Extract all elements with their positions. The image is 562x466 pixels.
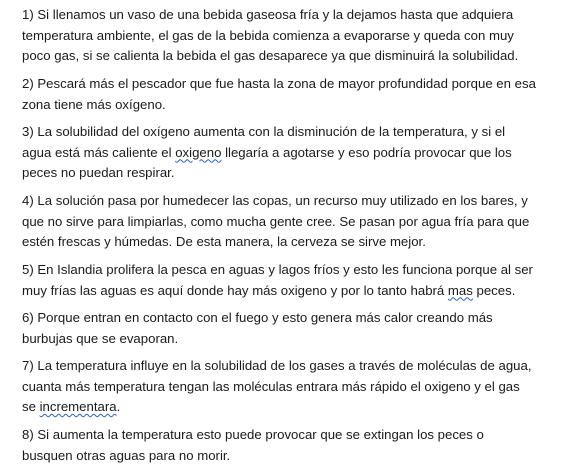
paragraph-line [22,46,557,67]
paragraph-line [22,308,557,329]
paragraph-line [22,191,557,212]
paragraph-line [22,232,557,253]
paragraph-line [22,281,557,302]
line-text: cuanta más temperatura tengan las moléculas entrara más rápido el oxigeno y el gas [22,379,520,394]
line-text: peces. [473,283,516,298]
line-text: 7) La temperatura influye en la solubilidad de los gases a través de moléculas de agua, [22,358,532,373]
line-text: muy frías las aguas es aquí donde hay más oxigeno y por lo tanto habrá [22,283,448,298]
paragraph-line [22,74,557,95]
line-text: 1) Si llenamos un vaso de una bebida gaseosa fría y la dejamos hasta que adquiera [22,7,513,22]
paragraph-line [22,95,557,116]
spelling-flagged-word[interactable]: oxigeno [175,145,221,160]
paragraph-line [22,5,557,26]
paragraph-line [22,329,557,350]
line-text: 8) Si aumenta la temperatura esto puede provocar que se extingan los peces o [22,427,484,442]
line-text: 3) La solubilidad del oxígeno aumenta con la disminución de la temperatura, y si el [22,124,505,139]
answer-paragraph-5 [22,260,557,301]
line-text: busquen otras aguas para no morir. [22,448,230,463]
line-text: peces no puedan respirar. [22,165,175,180]
line-text: que no sirve para limpiarlas, como mucha gente cree. Se pasan por agua fría para que [22,214,529,229]
line-text: zona tiene más oxígeno. [22,97,166,112]
line-text: estén frescas y húmedas. De esta manera, la cerveza se sirve mejor. [22,234,426,249]
line-text: 2) Pescará más el pescador que fue hasta la zona de mayor profundidad porque en esa [22,76,536,91]
line-text: burbujas que se evaporan. [22,331,178,346]
line-text: temperatura ambiente, el gas de la bebida comienza a evaporarse y queda con muy [22,28,514,43]
paragraph-line [22,122,557,143]
answer-paragraph-2 [22,74,557,115]
paragraph-line [22,377,557,398]
line-text: poco gas, si se calienta la bebida el gas desaparece ya que disminuirá la solubilidad. [22,48,518,63]
paragraph-line [22,212,557,233]
answer-paragraph-6 [22,308,557,349]
answer-paragraph-7 [22,356,557,418]
paragraph-line [22,425,557,446]
answer-paragraph-4 [22,191,557,253]
paragraph-line [22,260,557,281]
paragraph-line [22,446,557,466]
line-text: 4) La solución pasa por humedecer las copas, un recurso muy utilizado en los bares, y [22,193,528,208]
line-text: se [22,399,40,414]
paragraph-line [22,26,557,47]
paragraph-line [22,143,557,164]
line-text: 6) Porque entran en contacto con el fuego y esto genera más calor creando más [22,310,493,325]
answer-paragraph-1 [22,5,557,67]
paragraph-line [22,356,557,377]
answer-paragraph-8 [22,425,557,466]
paragraph-line [22,163,557,184]
answer-paragraph-3 [22,122,557,184]
spelling-flagged-word[interactable]: incrementara [40,399,117,414]
line-text: llegaría a agotarse y eso podría provocar que los [221,145,511,160]
line-text: . [117,399,121,414]
line-text: 5) En Islandia prolifera la pesca en aguas y lagos fríos y esto les funciona porque al ser [22,262,533,277]
paragraph-line [22,397,557,418]
line-text: agua está más caliente el [22,145,175,160]
spelling-flagged-word[interactable]: mas [448,283,473,298]
